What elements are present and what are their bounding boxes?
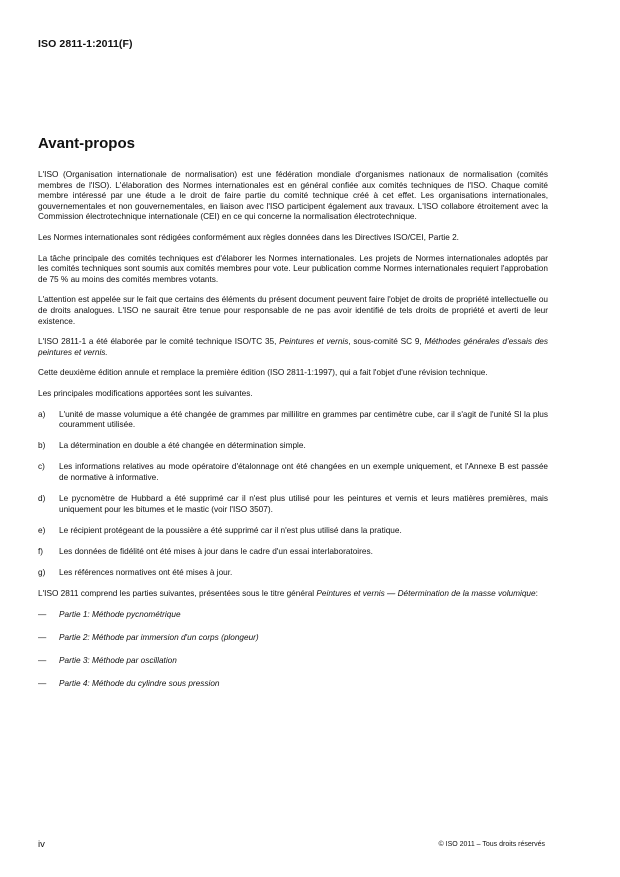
part-list-item [38,610,548,621]
modification-label: d) [38,493,46,503]
part-title: Partie 1: Méthode pycnométrique [59,609,181,619]
list-dash: — [38,632,47,642]
modification-item [38,441,548,452]
modification-label: g) [38,567,46,577]
paragraph-iso-intro: L'ISO (Organisation internationale de normalisation) est une fédération mondiale d'organismes nationaux de normalisation (comités membres de l'ISO). L'élaboration des Normes internationales est en général confiée aux comités techniques de l'ISO. Chaque comité membre intéressé par une étude a le droit de faire partie du comité technique créé à cet effet. Les organisations internationales, gouvernementales et non gouvernementales, en liaison avec l'ISO participent également aux travaux. L'ISO collabore étroitement avec la Commission électrotechnique internationale (CEI) en ce qui concerne la normalisation électrotechnique. [38,170,548,222]
part-list-item [38,633,548,644]
modification-item [38,462,548,483]
paragraph-committees: La tâche principale des comités techniques est d'élaborer les Normes internationales. Les projets de Normes internationales adoptés par les comités techniques sont soumis aux comités membres pour vote. Leur publication comme Normes internationales requiert l'approbation de 75 % au moins des comités membres votants. [38,253,548,284]
part-title: Partie 2: Méthode par immersion d'un corps (plongeur) [59,632,259,642]
paragraph-patent-rights: L'attention est appelée sur le fait que certains des éléments du présent document peuvent faire l'objet de droits de propriété intellectuelle ou de droits analogues. L'ISO ne saurait être tenue pour responsable de ne pas avoir identifié de tels droits de propriété et averti de leur existence. [38,295,548,326]
foreword-body [38,170,548,702]
part-title: Partie 3: Méthode par oscillation [59,655,177,665]
modification-item [38,410,548,431]
modification-item [38,494,548,515]
paragraph-edition: Cette deuxième édition annule et remplace la première édition (ISO 2811-1:1997), qui a fait l'objet d'une révision technique. [38,368,488,378]
committee-text-pre: L'ISO 2811-1 a été élaborée par le comité technique ISO/TC 35, [38,337,280,347]
parts-intro [38,589,548,600]
modification-label: f) [38,546,44,556]
committee-tc-name: Peintures et vernis [279,337,349,347]
parts-general-title: Peintures et vernis — Détermination de la masse volumique [316,588,536,598]
modification-text: La détermination en double a été changée en détermination simple. [59,441,306,451]
list-dash: — [38,609,47,619]
part-list-item [38,656,548,667]
part-title: Partie 4: Méthode du cylindre sous pression [59,678,220,688]
modification-label: b) [38,441,46,451]
modification-text: Le récipient protégeant de la poussière a été supprimé car il n'est plus utilisé dans la pratique. [59,525,402,535]
modification-text: Les données de fidélité ont été mises à jour dans le cadre d'un essai interlaboratoires. [59,546,373,556]
modification-label: a) [38,409,46,419]
list-dash: — [38,678,47,688]
document-id: ISO 2811-1:2011(F) [38,38,133,50]
modification-text: Les références normatives ont été mises à jour. [59,567,233,577]
parts-intro-post: : [535,588,538,598]
modification-label: c) [38,462,45,472]
committee-text-mid: , sous-comité SC 9, [348,337,425,347]
modification-item [38,526,548,537]
page-title: Avant-propos [38,135,135,152]
page-number: iv [38,839,45,850]
modification-text: Le pycnomètre de Hubbard a été supprimé car il n'est plus utilisé pour les peintures et vernis et leurs matières premières, mais uniquement pour les bitumes et le mastic (voir l'ISO 3507). [59,493,548,514]
paragraph-committee [38,337,548,358]
modifications-intro: Les principales modifications apportées sont les suivantes. [38,388,253,398]
modification-text: L'unité de masse volumique a été changée de grammes par millilitre en grammes par centimètre cube, car il s'agit de l'unité SI la plus couramment utilisée. [59,409,548,430]
modification-item [38,547,548,558]
modification-text: Les informations relatives au mode opératoire d'étalonnage ont été changées en un exemple uniquement, et l'Annexe B est passée de normative à informative. [59,462,548,482]
parts-intro-pre: L'ISO 2811 comprend les parties suivantes, présentées sous le titre général [38,588,317,598]
modification-item [38,568,548,579]
list-dash: — [38,655,47,665]
paragraph-directives: Les Normes internationales sont rédigées conformément aux règles données dans les Directives ISO/CEI, Partie 2. [38,232,459,242]
committee-sc-name: Méthodes générales d'essais des peintures et vernis. [38,337,549,357]
copyright-notice: © ISO 2011 – Tous droits réservés [438,841,545,848]
modification-label: e) [38,525,46,535]
part-list-item [38,679,548,690]
